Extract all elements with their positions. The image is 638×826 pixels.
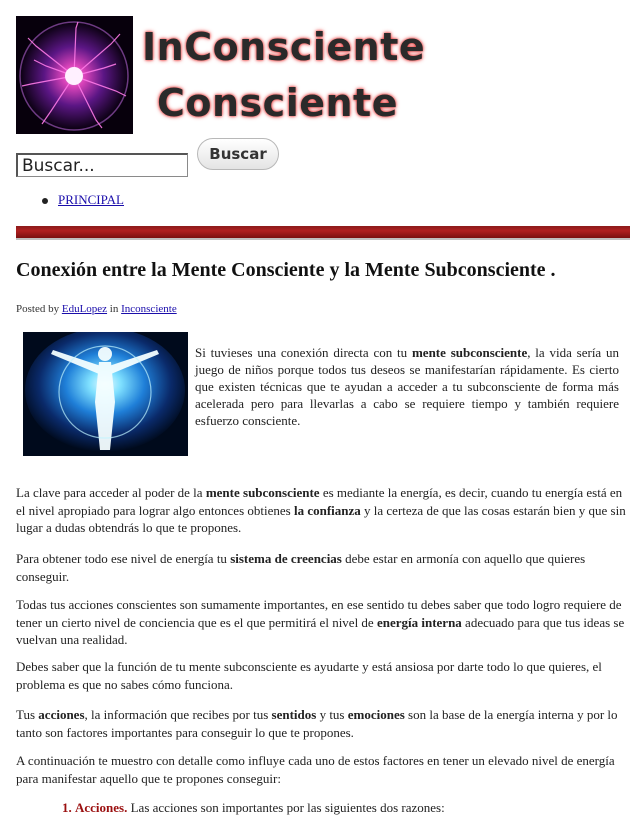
p1-text-a: La clave para acceder al poder de la — [16, 485, 206, 500]
plasma-ball-logo-image — [16, 16, 133, 134]
glowing-human-figure-image — [23, 332, 188, 456]
list-item-number: 1. — [62, 800, 72, 815]
site-title-line1: InConsciente — [142, 25, 426, 69]
p5-bold-f: emociones — [347, 707, 405, 722]
list-item-title: Acciones. — [75, 800, 128, 815]
search-input[interactable] — [16, 153, 188, 177]
search-button[interactable]: Buscar — [197, 138, 279, 170]
main-nav — [42, 192, 124, 208]
paragraph-5 — [16, 706, 630, 741]
category-link[interactable]: Inconsciente — [121, 303, 177, 315]
p5-bold-d: sentidos — [271, 707, 317, 722]
paragraph-4: Debes saber que la función de tu mente subconsciente es ayudarte y está ansiosa por darte todo lo que quieres, el problema es que no sabes cómo funciona. — [16, 659, 602, 692]
header-divider-band — [16, 226, 630, 240]
p5-text-a: Tus — [16, 707, 39, 722]
p1-bold-b: mente subconsciente — [205, 485, 320, 500]
paragraph-3 — [16, 596, 630, 649]
intro-text-a: Si tuvieses una conexión directa con tu — [195, 345, 412, 360]
p5-text-e: y tus — [316, 707, 348, 722]
byline-in: in — [109, 303, 119, 315]
nav-item-principal[interactable]: PRINCIPAL — [58, 192, 124, 207]
p1-text-c: es mediante la energía, es decir, cuando tu energía está en el nivel apropiado para lograr algo entonces obtienes — [16, 485, 623, 518]
p5-bold-b: acciones — [38, 707, 85, 722]
p2-text-c: debe estar en armonía con aquello que quieres conseguir. — [16, 551, 586, 584]
paragraph-1 — [16, 484, 630, 537]
p5-text-c: , la información que recibes por tus — [84, 707, 272, 722]
p3-bold-b: energía interna — [376, 614, 462, 630]
paragraph-2 — [16, 550, 630, 585]
author-link[interactable]: EduLopez — [61, 303, 108, 315]
site-title-line2: Consciente — [157, 81, 398, 125]
intro-text-c: , la vida sería un juego de niños porque todos tus deseos se manifestarían rápidamente. Es cierto que existen técnicas que te ayudan a acceder a tu subconsciente de forma más acelerada pero para llevarlas a cabo se requiere tiempo y también requiere esfuerzo consciente. — [195, 345, 620, 428]
intro-paragraph — [195, 344, 619, 429]
p2-bold-b: sistema de creencias — [230, 551, 342, 566]
p1-text-e: y la certeza de que las cosas estarán bien y que sin lugar a dudas obtendrás lo que te propones. — [16, 502, 626, 535]
paragraph-6: A continuación te muestro con detalle como influye cada uno de estos factores en tener un elevado nivel de energía para manifestar aquello que te propones conseguir: — [16, 753, 615, 786]
intro-bold: mente subconsciente — [411, 345, 528, 360]
byline-prefix: Posted by — [16, 303, 60, 315]
p2-text-a: Para obtener todo ese nivel de energía tu — [16, 551, 231, 566]
list-item — [62, 799, 445, 816]
list-item-text: Las acciones son importantes por las siguientes dos razones: — [127, 800, 445, 815]
p1-bold-d: la confianza — [293, 502, 361, 518]
bullet-icon — [42, 198, 48, 204]
post-title: Conexión entre la Mente Consciente y la Mente Subconsciente . — [16, 259, 556, 281]
post-byline — [16, 303, 177, 315]
p5-text-g: son la base de la energía interna y por lo tanto son factores importantes para conseguir lo que te propones. — [16, 707, 618, 740]
p3-text-c: adecuado para que tus ideas se vuelvan una realidad. — [16, 614, 625, 647]
p3-text-a: Todas tus acciones conscientes son sumamente importantes, en ese sentido tu debes saber que todo logro requiere de tener un cierto nivel de conciencia que es el que permitirá el nivel de — [16, 597, 622, 630]
